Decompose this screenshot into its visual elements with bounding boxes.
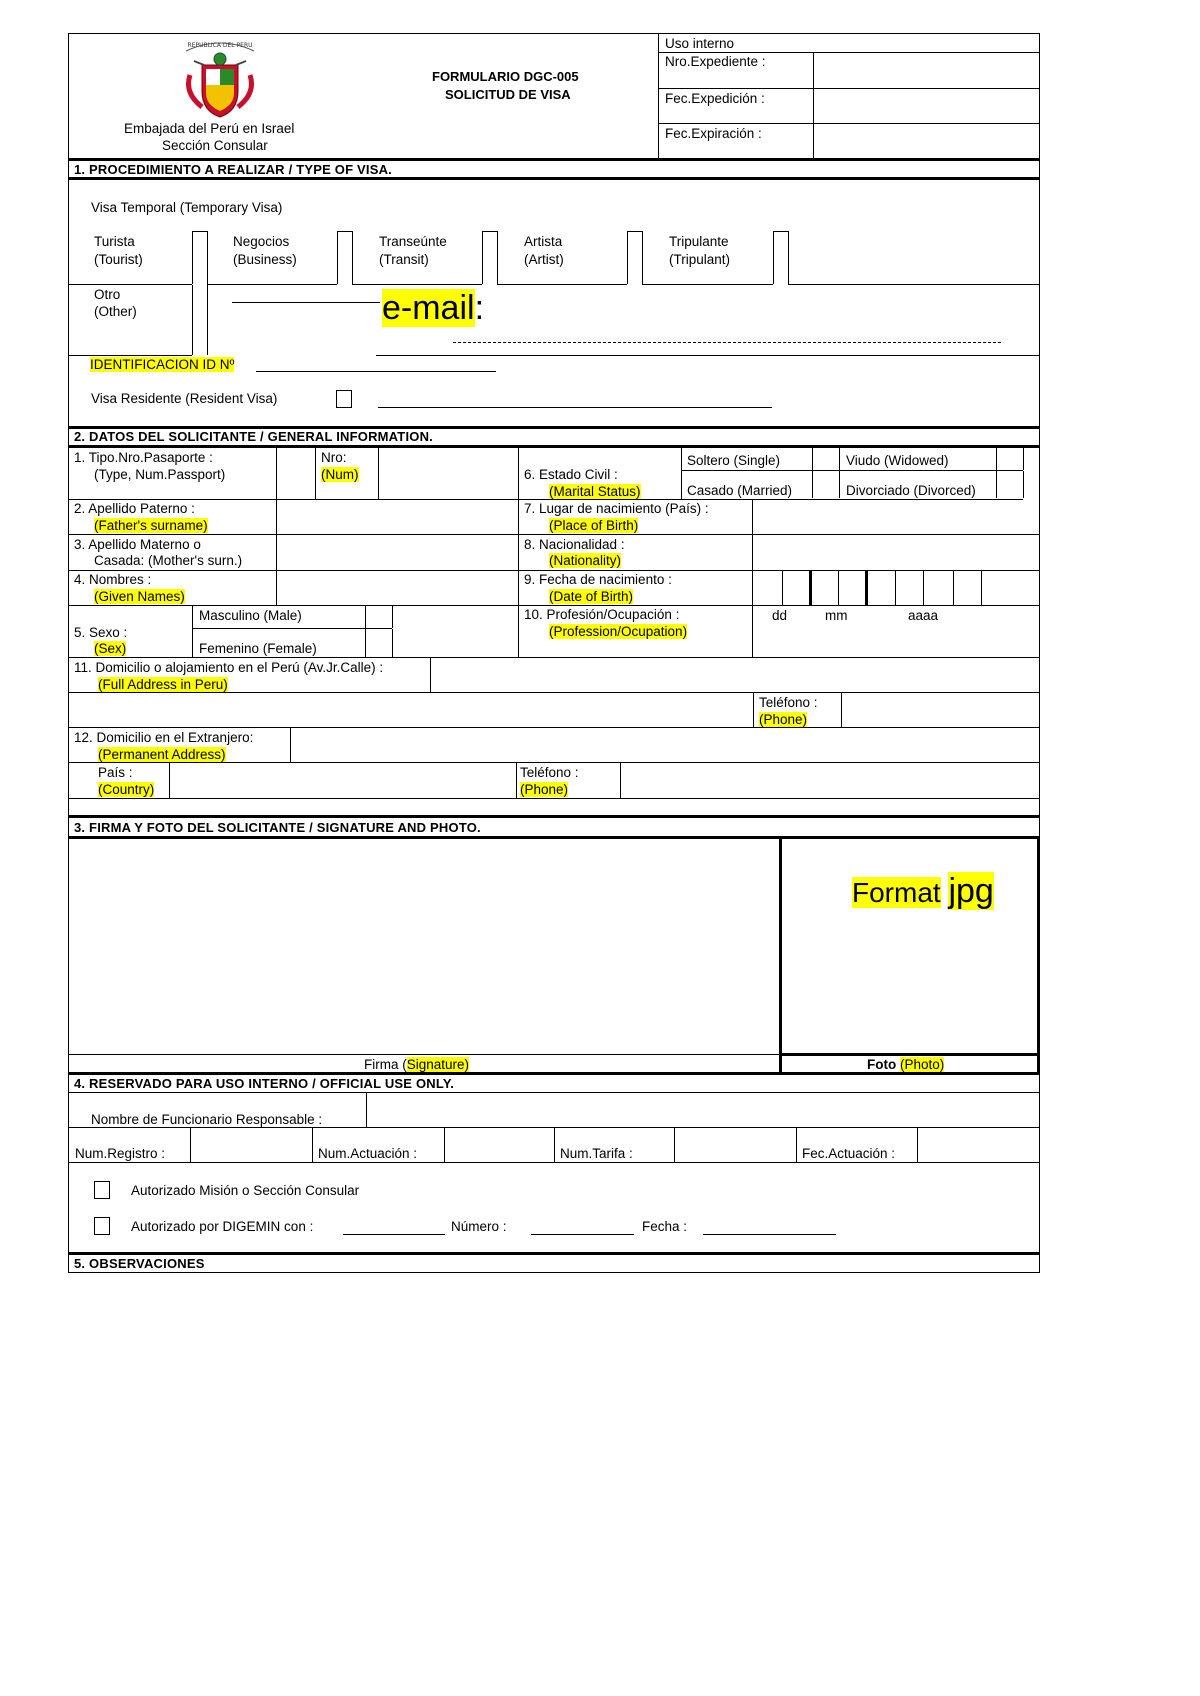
- numero-label: Número :: [451, 1219, 507, 1234]
- birth-place-en: (Place of Birth): [549, 518, 639, 533]
- nro-expediente-label: Nro.Expediente :: [665, 54, 766, 69]
- checkbox-resident-visa[interactable]: [336, 390, 352, 408]
- profession-field[interactable]: [753, 625, 1038, 656]
- internal-use-label: Uso interno: [665, 36, 735, 51]
- mother-surname-line2: Casada: (Mother's surn.): [94, 553, 243, 568]
- visa-type-transit-en: (Transit): [379, 252, 429, 267]
- checkbox-authorized-digemin[interactable]: [94, 1217, 110, 1235]
- nationality-en: (Nationality): [549, 553, 622, 568]
- visa-type-artist-label: Artista: [524, 234, 563, 249]
- address-abroad-field[interactable]: [291, 728, 1038, 762]
- phone-peru-en: (Phone): [759, 712, 808, 727]
- passport-type-label: 1. Tipo.Nro.Pasaporte :: [74, 450, 213, 465]
- date-mm-label: mm: [825, 608, 848, 623]
- checkbox-artist[interactable]: [627, 231, 643, 284]
- visa-type-tripulant-label: Tripulante: [669, 234, 729, 249]
- num-registro-label: Num.Registro :: [75, 1146, 166, 1161]
- photo-label: Foto (Photo): [867, 1057, 945, 1072]
- num-tarifa-field[interactable]: [675, 1128, 795, 1161]
- other-label: Otro: [94, 287, 121, 302]
- passport-number-field[interactable]: [379, 448, 518, 498]
- checkbox-married[interactable]: [812, 471, 840, 498]
- country-field[interactable]: [170, 763, 516, 797]
- num-tarifa-label: Num.Tarifa :: [560, 1146, 633, 1161]
- fec-expiracion-label: Fec.Expiración :: [665, 126, 762, 141]
- official-name-label: Nombre de Funcionario Responsable :: [91, 1112, 323, 1127]
- sex-en: (Sex): [94, 641, 127, 656]
- email-field[interactable]: [453, 323, 1001, 343]
- phone-peru-label: Teléfono :: [759, 695, 818, 710]
- visa-type-business-en: (Business): [233, 252, 297, 267]
- form-subtitle: SOLICITUD DE VISA: [445, 87, 571, 102]
- passport-num-en: (Num): [321, 467, 359, 482]
- passport-type-en: (Type, Num.Passport): [94, 467, 226, 482]
- sex-female-label: Femenino (Female): [199, 641, 317, 656]
- profession-en: (Profession/Ocupation): [549, 624, 688, 639]
- official-name-field[interactable]: [367, 1093, 1038, 1126]
- passport-nro-label: Nro:: [321, 450, 347, 465]
- email-colon: :: [474, 289, 485, 327]
- father-surname-field[interactable]: [277, 500, 517, 533]
- status-single-label: Soltero (Single): [687, 453, 781, 468]
- address-peru-label: 11. Domicilio o alojamiento en el Perú (Av.Jr.Calle) :: [74, 660, 384, 675]
- num-actuacion-label: Num.Actuación :: [318, 1146, 418, 1161]
- section-3-title: 3. FIRMA Y FOTO DEL SOLICITANTE / SIGNATURE AND PHOTO.: [74, 820, 481, 835]
- country-label: País :: [98, 765, 133, 780]
- visa-application-form: [68, 33, 1040, 1273]
- identification-label: IDENTIFICACION ID Nº: [90, 357, 235, 372]
- nationality-field[interactable]: [753, 535, 1038, 569]
- photo-format-value: jpg: [948, 872, 994, 910]
- checkbox-tourist[interactable]: [192, 231, 208, 284]
- section-5-title: 5. OBSERVACIONES: [74, 1256, 205, 1271]
- embassy-name: Embajada del Perú en Israel: [124, 121, 295, 136]
- birth-date-field[interactable]: [753, 571, 1038, 605]
- consular-section: Sección Consular: [162, 138, 268, 153]
- fec-expiracion-field[interactable]: [814, 124, 1038, 158]
- checkbox-male[interactable]: [365, 605, 393, 628]
- mother-surname-label: 3. Apellido Materno o: [74, 537, 201, 552]
- fecha-label: Fecha :: [642, 1219, 688, 1234]
- birth-place-label: 7. Lugar de nacimiento (País) :: [524, 501, 709, 516]
- checkbox-other[interactable]: [192, 285, 208, 355]
- checkbox-authorized-mission[interactable]: [94, 1181, 110, 1199]
- nationality-label: 8. Nacionalidad :: [524, 537, 625, 552]
- visa-type-business-label: Negocios: [233, 234, 290, 249]
- profession-label: 10. Profesión/Ocupación :: [524, 607, 680, 622]
- num-registro-field[interactable]: [191, 1128, 311, 1161]
- address-abroad-label: 12. Domicilio en el Extranjero:: [74, 730, 254, 745]
- status-widowed-label: Viudo (Widowed): [846, 453, 949, 468]
- birth-date-label: 9. Fecha de nacimiento :: [524, 572, 672, 587]
- checkbox-single[interactable]: [812, 447, 840, 470]
- given-names-label: 4. Nombres :: [74, 572, 152, 587]
- checkbox-widowed[interactable]: [996, 447, 1024, 470]
- passport-type-field[interactable]: [277, 448, 315, 498]
- phone-peru-field[interactable]: [842, 693, 1038, 727]
- fec-expedicion-label: Fec.Expedición :: [665, 91, 765, 106]
- numero-field[interactable]: [531, 1219, 634, 1234]
- birth-place-field[interactable]: [753, 500, 1038, 533]
- email-label: e-mail: [382, 289, 475, 327]
- phone-abroad-field[interactable]: [621, 763, 1038, 797]
- identification-field[interactable]: [256, 357, 496, 371]
- authorized-digemin-label: Autorizado por DIGEMIN con :: [131, 1219, 314, 1234]
- visa-type-transit-label: Transeúnte: [379, 234, 447, 249]
- fecha-field[interactable]: [703, 1219, 836, 1234]
- sex-label: 5. Sexo :: [74, 625, 128, 640]
- birth-date-en: (Date of Birth): [549, 589, 634, 604]
- checkbox-transit[interactable]: [482, 231, 498, 284]
- status-married-label: Casado (Married): [687, 483, 793, 498]
- nro-expediente-field[interactable]: [814, 53, 1038, 87]
- section-4-title: 4. RESERVADO PARA USO INTERNO / OFFICIAL USE ONLY.: [74, 1076, 455, 1091]
- visa-type-tourist-en: (Tourist): [94, 252, 143, 267]
- given-names-en: (Given Names): [94, 589, 185, 604]
- other-en: (Other): [94, 304, 137, 319]
- address-abroad-en: (Permanent Address): [98, 747, 226, 762]
- num-actuacion-field[interactable]: [445, 1128, 553, 1161]
- checkbox-divorced[interactable]: [996, 471, 1024, 498]
- sex-male-label: Masculino (Male): [199, 608, 302, 623]
- fec-expedicion-field[interactable]: [814, 89, 1038, 122]
- seal-text: REPUBLICA DEL PERU: [187, 42, 253, 49]
- phone-abroad-label: Teléfono :: [520, 765, 579, 780]
- authorized-mission-label: Autorizado Misión o Sección Consular: [131, 1183, 360, 1198]
- date-dd-label: dd: [772, 608, 788, 623]
- form-title: FORMULARIO DGC-005: [432, 69, 579, 84]
- address-peru-field[interactable]: [431, 658, 1038, 692]
- section-2-title: 2. DATOS DEL SOLICITANTE / GENERAL INFORMATION.: [74, 429, 433, 444]
- section-1-title: 1. PROCEDIMIENTO A REALIZAR / TYPE OF VISA.: [74, 162, 392, 177]
- digemin-field[interactable]: [343, 1219, 445, 1234]
- other-visa-field[interactable]: [232, 295, 380, 305]
- temporary-visa-label: Visa Temporal (Temporary Visa): [91, 200, 283, 215]
- father-surname-en: (Father's surname): [94, 518, 208, 533]
- marital-status-en: (Marital Status): [549, 484, 641, 499]
- father-surname-label: 2. Apellido Paterno :: [74, 501, 195, 516]
- status-divorced-label: Divorciado (Divorced): [846, 483, 976, 498]
- visa-type-artist-en: (Artist): [524, 252, 564, 267]
- resident-visa-field[interactable]: [378, 391, 772, 407]
- phone-abroad-en: (Phone): [520, 782, 569, 797]
- country-en: (Country): [98, 782, 155, 797]
- date-aaaa-label: aaaa: [908, 608, 939, 623]
- visa-type-tripulant-en: (Tripulant): [669, 252, 731, 267]
- peru-coat-of-arms-icon: [180, 35, 260, 123]
- photo-area[interactable]: [782, 839, 1036, 1053]
- checkbox-tripulant[interactable]: [773, 231, 789, 284]
- address-peru-field-line2[interactable]: [70, 693, 752, 727]
- photo-format-label: Format: [852, 877, 941, 908]
- visa-type-tourist-label: Turista: [94, 234, 135, 249]
- resident-visa-label: Visa Residente (Resident Visa): [91, 391, 278, 406]
- signature-label: Firma (Signature): [364, 1057, 470, 1072]
- fec-actuacion-label: Fec.Actuación :: [802, 1146, 896, 1161]
- civil-status-label: 6. Estado Civil :: [524, 467, 618, 482]
- checkbox-female[interactable]: [365, 629, 393, 657]
- signature-area[interactable]: [70, 839, 778, 1053]
- fec-actuacion-field[interactable]: [918, 1128, 1038, 1161]
- given-names-field[interactable]: [277, 571, 517, 604]
- checkbox-business[interactable]: [337, 231, 353, 284]
- address-peru-en: (Full Address in Peru): [98, 677, 228, 692]
- mother-surname-field[interactable]: [277, 535, 517, 569]
